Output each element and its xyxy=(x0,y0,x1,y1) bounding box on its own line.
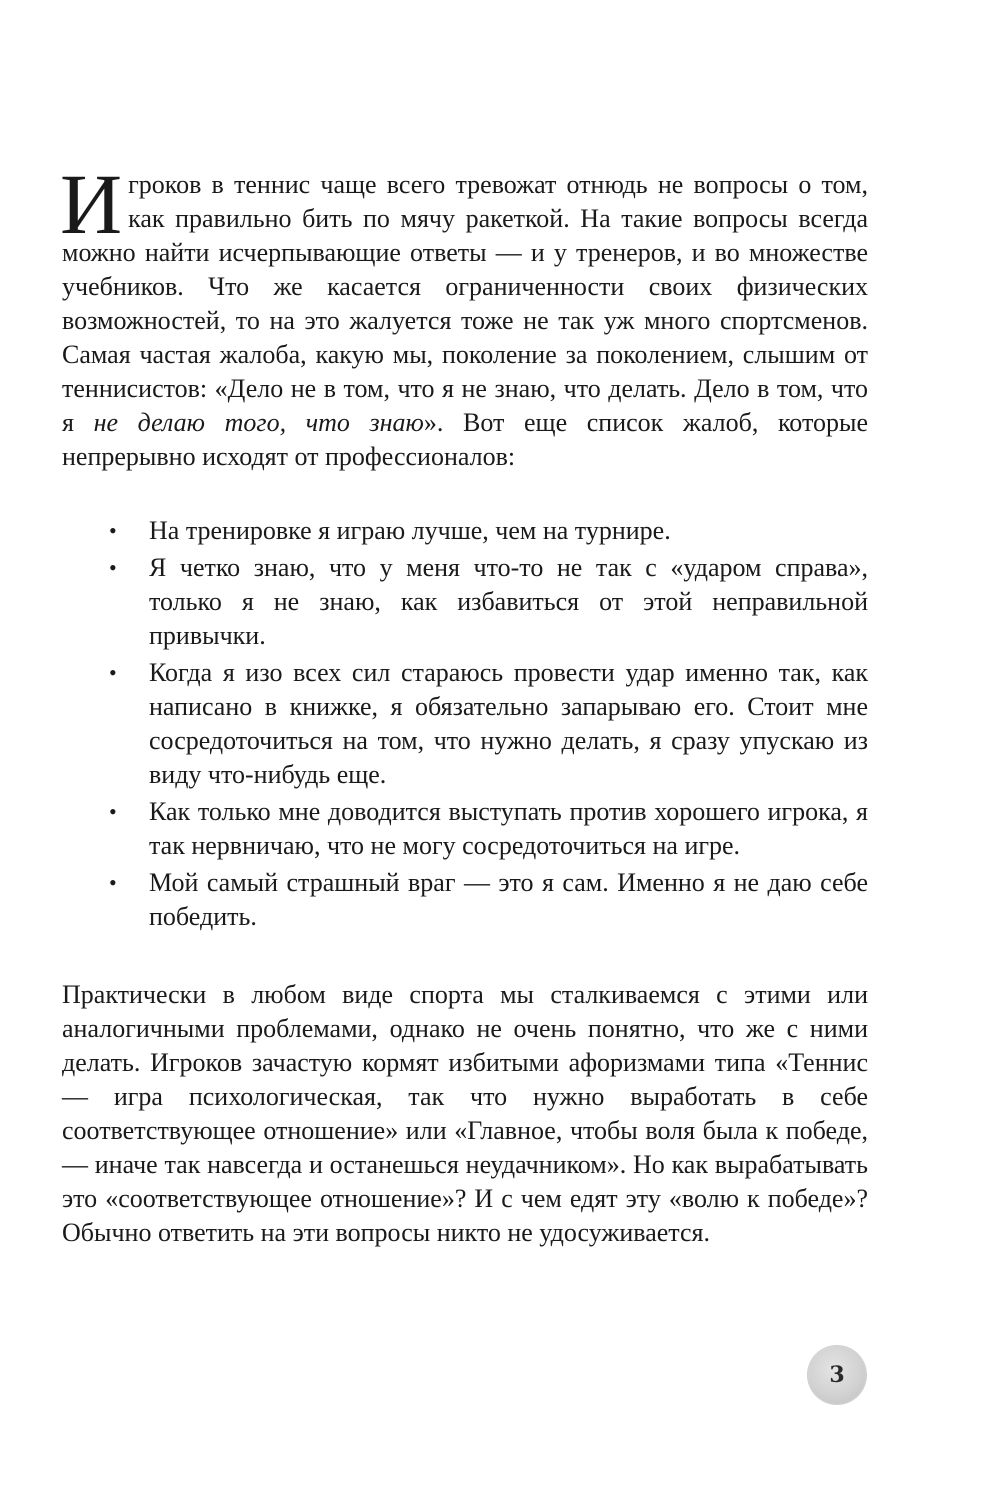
bullet-icon: • xyxy=(109,660,117,685)
intro-paragraph xyxy=(60,156,868,474)
page-number: 3 xyxy=(829,1362,845,1388)
list-item-text: Когда я изо всех сил стараюсь провести удар именно так, как написано в книжке, я обязательно запарываю его. Стоит мне сосредоточиться на том, что нужно делать, я сразу упускаю из виду что-нибудь еще. xyxy=(149,658,868,789)
bullet-icon: • xyxy=(109,799,117,824)
intro-text: гроков в теннис чаще всего тревожат отнюдь не вопросы о том, как правильно бить по мячу ракеткой. На такие вопросы всегда можно найти исчерпывающие ответы — и у тренеров, и во множестве учебников. Что же касается ограниченности своих физических возможностей, то на это жалуется тоже не так уж много спортсменов. Самая частая жалоба, какую мы, поколение за поколением, слышим от теннисистов: «Дело не в том, что я не знаю, что делать. Дело в том, что я xyxy=(62,170,868,437)
list-item xyxy=(62,551,868,653)
list-item xyxy=(62,866,868,934)
list-item xyxy=(62,795,868,863)
list-item-text: На тренировке я играю лучше, чем на турнире. xyxy=(149,516,671,545)
page-number-badge xyxy=(808,1346,866,1404)
list-item xyxy=(62,656,868,792)
page-body xyxy=(60,156,868,1250)
list-item xyxy=(62,514,868,548)
dropcap-letter: И xyxy=(60,156,123,252)
list-item-text: Я четко знаю, что у меня что-то не так с «ударом справа», только я не знаю, как избавиться от этой неправильной привычки. xyxy=(149,553,868,650)
closing-paragraph: Практически в любом виде спорта мы сталкиваемся с этими или аналогичными проблемами, однако не очень понятно, что же с ними делать. Игроков зачастую кормят избитыми афоризмами типа «Теннис — игра психологическая, так что нужно выработать в себе соответствующее отношение» или «Главное, чтобы воля была к победе, — иначе так навсегда и останешься неудачником». Но как вырабатывать это «соответствующее отношение»? И с чем едят эту «волю к победе»? Обычно ответить на эти вопросы никто не удосуживается. xyxy=(62,980,868,1247)
intro-text-end: ». Вот еще список жалоб, которые непрерывно исходят от профессионалов: xyxy=(62,408,868,471)
complaint-list xyxy=(62,514,868,934)
intro-italic-phrase: не делаю того, что знаю xyxy=(93,408,424,437)
list-item-text: Мой самый страшный враг — это я сам. Именно я не даю себе победить. xyxy=(149,868,868,931)
bullet-icon: • xyxy=(109,518,117,543)
bullet-icon: • xyxy=(109,555,117,580)
list-item-text: Как только мне доводится выступать против хорошего игрока, я так нервничаю, что не могу сосредоточиться на игре. xyxy=(149,797,868,860)
bullet-icon: • xyxy=(109,870,117,895)
